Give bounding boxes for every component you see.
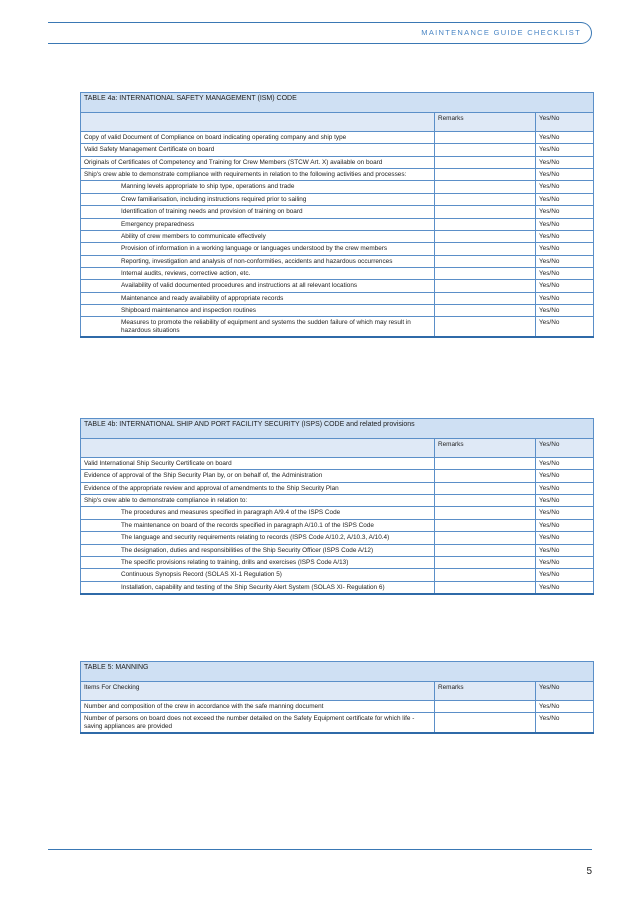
table-row	[81, 144, 594, 156]
remarks-cell[interactable]	[435, 581, 536, 594]
page-number: 5	[586, 866, 592, 877]
yes-no-cell[interactable]: Yes/No	[536, 255, 594, 267]
sub-item-text: Installation, capability and testing of the Ship Security Alert System (SOLAS XI- Regulation 6)	[81, 581, 435, 594]
remarks-cell[interactable]	[435, 519, 536, 531]
remarks-cell[interactable]	[435, 532, 536, 544]
table-row	[81, 218, 594, 230]
remarks-cell[interactable]	[435, 181, 536, 193]
remarks-cell[interactable]	[435, 206, 536, 218]
yes-no-cell[interactable]: Yes/No	[536, 206, 594, 218]
remarks-cell[interactable]	[435, 193, 536, 205]
table-title: TABLE 4b: INTERNATIONAL SHIP AND PORT FACILITY SECURITY (ISPS) CODE and related provisions	[81, 419, 594, 439]
header-remarks: Remarks	[435, 113, 536, 132]
table-title: TABLE 4a: INTERNATIONAL SAFETY MANAGEMENT (ISM) CODE	[81, 93, 594, 113]
yes-no-cell[interactable]: Yes/No	[536, 544, 594, 556]
yes-no-cell[interactable]: Yes/No	[536, 458, 594, 470]
sub-item-text: Reporting, investigation and analysis of non-conformities, accidents and hazardous occurrences	[81, 255, 435, 267]
yes-no-cell[interactable]: Yes/No	[536, 132, 594, 144]
header-cell-blank	[81, 113, 435, 132]
sub-item-text: Continuous Synopsis Record (SOLAS XI-1 Regulation 5)	[81, 569, 435, 581]
yes-no-cell[interactable]: Yes/No	[536, 495, 594, 507]
footer-divider	[48, 849, 592, 850]
sub-item-text: Crew familiarisation, including instructions required prior to sailing	[81, 193, 435, 205]
sub-item-text: The language and security requirements relating to records (ISPS Code A/10.2, A/10.3, A/10.4)	[81, 532, 435, 544]
table-row	[81, 280, 594, 292]
remarks-cell[interactable]	[435, 482, 536, 494]
remarks-cell[interactable]	[435, 267, 536, 279]
table-row	[81, 317, 594, 337]
item-text: Evidence of approval of the Ship Security Plan by, or on behalf of, the Administration	[81, 470, 435, 482]
yes-no-cell[interactable]: Yes/No	[536, 569, 594, 581]
table-row	[81, 169, 594, 181]
yes-no-cell[interactable]: Yes/No	[536, 507, 594, 519]
sub-item-text: Availability of valid documented procedures and instructions at all relevant locations	[81, 280, 435, 292]
item-text: Ship's crew able to demonstrate compliance in relation to:	[81, 495, 435, 507]
table-row	[81, 243, 594, 255]
sub-item-text: Provision of information in a working language or languages understood by the crew members	[81, 243, 435, 255]
table-row	[81, 532, 594, 544]
table-row	[81, 292, 594, 304]
remarks-cell[interactable]	[435, 292, 536, 304]
header-remarks: Remarks	[435, 439, 536, 458]
remarks-cell[interactable]	[435, 156, 536, 168]
table-row	[81, 569, 594, 581]
yes-no-cell[interactable]: Yes/No	[536, 267, 594, 279]
table-row	[81, 206, 594, 218]
remarks-cell[interactable]	[435, 701, 536, 713]
table-4b-isps-code	[80, 418, 594, 595]
table-row	[81, 581, 594, 594]
header-yes-no: Yes/No	[536, 682, 594, 701]
page-header	[48, 22, 592, 44]
remarks-cell[interactable]	[435, 317, 536, 337]
yes-no-cell[interactable]: Yes/No	[536, 305, 594, 317]
table-title: TABLE 5: MANNING	[81, 662, 594, 682]
remarks-cell[interactable]	[435, 230, 536, 242]
yes-no-cell[interactable]: Yes/No	[536, 193, 594, 205]
yes-no-cell[interactable]: Yes/No	[536, 482, 594, 494]
remarks-cell[interactable]	[435, 495, 536, 507]
yes-no-cell[interactable]: Yes/No	[536, 156, 594, 168]
table-4a-ism-code	[80, 92, 594, 338]
item-text: Number of persons on board does not exceed the number detailed on the Safety Equipment certificate for which life -saving appliances are provided	[81, 713, 435, 733]
remarks-cell[interactable]	[435, 458, 536, 470]
yes-no-cell[interactable]: Yes/No	[536, 243, 594, 255]
table-row	[81, 495, 594, 507]
item-text: Valid International Ship Security Certificate on board	[81, 458, 435, 470]
yes-no-cell[interactable]: Yes/No	[536, 581, 594, 594]
yes-no-cell[interactable]: Yes/No	[536, 144, 594, 156]
item-text: Originals of Certificates of Competency and Training for Crew Members (STCW Art. X) available on board	[81, 156, 435, 168]
sub-item-text: Measures to promote the reliability of equipment and systems the sudden failure of which may result in hazardous situations	[81, 317, 435, 337]
remarks-cell[interactable]	[435, 255, 536, 267]
remarks-cell[interactable]	[435, 144, 536, 156]
sub-item-text: Internal audits, reviews, corrective action, etc.	[81, 267, 435, 279]
header-remarks: Remarks	[435, 682, 536, 701]
sub-item-text: Ability of crew members to communicate effectively	[81, 230, 435, 242]
yes-no-cell[interactable]: Yes/No	[536, 292, 594, 304]
yes-no-cell[interactable]: Yes/No	[536, 556, 594, 568]
header-items: Items For Checking	[81, 682, 435, 701]
yes-no-cell[interactable]: Yes/No	[536, 280, 594, 292]
table-row	[81, 193, 594, 205]
remarks-cell[interactable]	[435, 280, 536, 292]
yes-no-cell[interactable]: Yes/No	[536, 519, 594, 531]
header-yes-no: Yes/No	[536, 113, 594, 132]
yes-no-cell[interactable]: Yes/No	[536, 169, 594, 181]
item-text: Ship's crew able to demonstrate compliance with requirements in relation to the following activities and processes:	[81, 169, 435, 181]
sub-item-text: The specific provisions relating to training, drills and exercises (ISPS Code A/13)	[81, 556, 435, 568]
remarks-cell[interactable]	[435, 556, 536, 568]
table-row	[81, 713, 594, 733]
header-yes-no: Yes/No	[536, 439, 594, 458]
table-row	[81, 132, 594, 144]
sub-item-text: Shipboard maintenance and inspection routines	[81, 305, 435, 317]
sub-item-text: Maintenance and ready availability of appropriate records	[81, 292, 435, 304]
table-row	[81, 519, 594, 531]
table-row	[81, 230, 594, 242]
remarks-cell[interactable]	[435, 544, 536, 556]
yes-no-cell[interactable]: Yes/No	[536, 470, 594, 482]
sub-item-text: Identification of training needs and provision of training on board	[81, 206, 435, 218]
remarks-cell[interactable]	[435, 305, 536, 317]
item-text: Valid Safety Management Certificate on board	[81, 144, 435, 156]
sub-item-text: Manning levels appropriate to ship type, operations and trade	[81, 181, 435, 193]
table-row	[81, 181, 594, 193]
table-row	[81, 482, 594, 494]
table-row	[81, 544, 594, 556]
remarks-cell[interactable]	[435, 713, 536, 733]
yes-no-cell[interactable]: Yes/No	[536, 701, 594, 713]
yes-no-cell[interactable]: Yes/No	[536, 317, 594, 337]
sub-item-text: The designation, duties and responsibilities of the Ship Security Officer (ISPS Code A/12)	[81, 544, 435, 556]
table-5-manning	[80, 661, 594, 734]
table-row	[81, 701, 594, 713]
item-text: Copy of valid Document of Compliance on board indicating operating company and ship type	[81, 132, 435, 144]
table-row	[81, 458, 594, 470]
table-row	[81, 556, 594, 568]
remarks-cell[interactable]	[435, 218, 536, 230]
table-row	[81, 507, 594, 519]
item-text: Evidence of the appropriate review and approval of amendments to the Ship Security Plan	[81, 482, 435, 494]
sub-item-text: The maintenance on board of the records specified in paragraph A/10.1 of the ISPS Code	[81, 519, 435, 531]
remarks-cell[interactable]	[435, 169, 536, 181]
remarks-cell[interactable]	[435, 470, 536, 482]
remarks-cell[interactable]	[435, 243, 536, 255]
table-row	[81, 267, 594, 279]
yes-no-cell[interactable]: Yes/No	[536, 713, 594, 733]
table-row	[81, 255, 594, 267]
remarks-cell[interactable]	[435, 132, 536, 144]
header-title: MAINTENANCE GUIDE CHECKLIST	[421, 28, 581, 37]
yes-no-cell[interactable]: Yes/No	[536, 532, 594, 544]
yes-no-cell[interactable]: Yes/No	[536, 230, 594, 242]
yes-no-cell[interactable]: Yes/No	[536, 181, 594, 193]
sub-item-text: The procedures and measures specified in paragraph A/9.4 of the ISPS Code	[81, 507, 435, 519]
header-cell-blank	[81, 439, 435, 458]
table-row	[81, 470, 594, 482]
table-row	[81, 156, 594, 168]
remarks-cell[interactable]	[435, 569, 536, 581]
sub-item-text: Emergency preparedness	[81, 218, 435, 230]
remarks-cell[interactable]	[435, 507, 536, 519]
table-row	[81, 305, 594, 317]
yes-no-cell[interactable]: Yes/No	[536, 218, 594, 230]
item-text: Number and composition of the crew in accordance with the safe manning document	[81, 701, 435, 713]
